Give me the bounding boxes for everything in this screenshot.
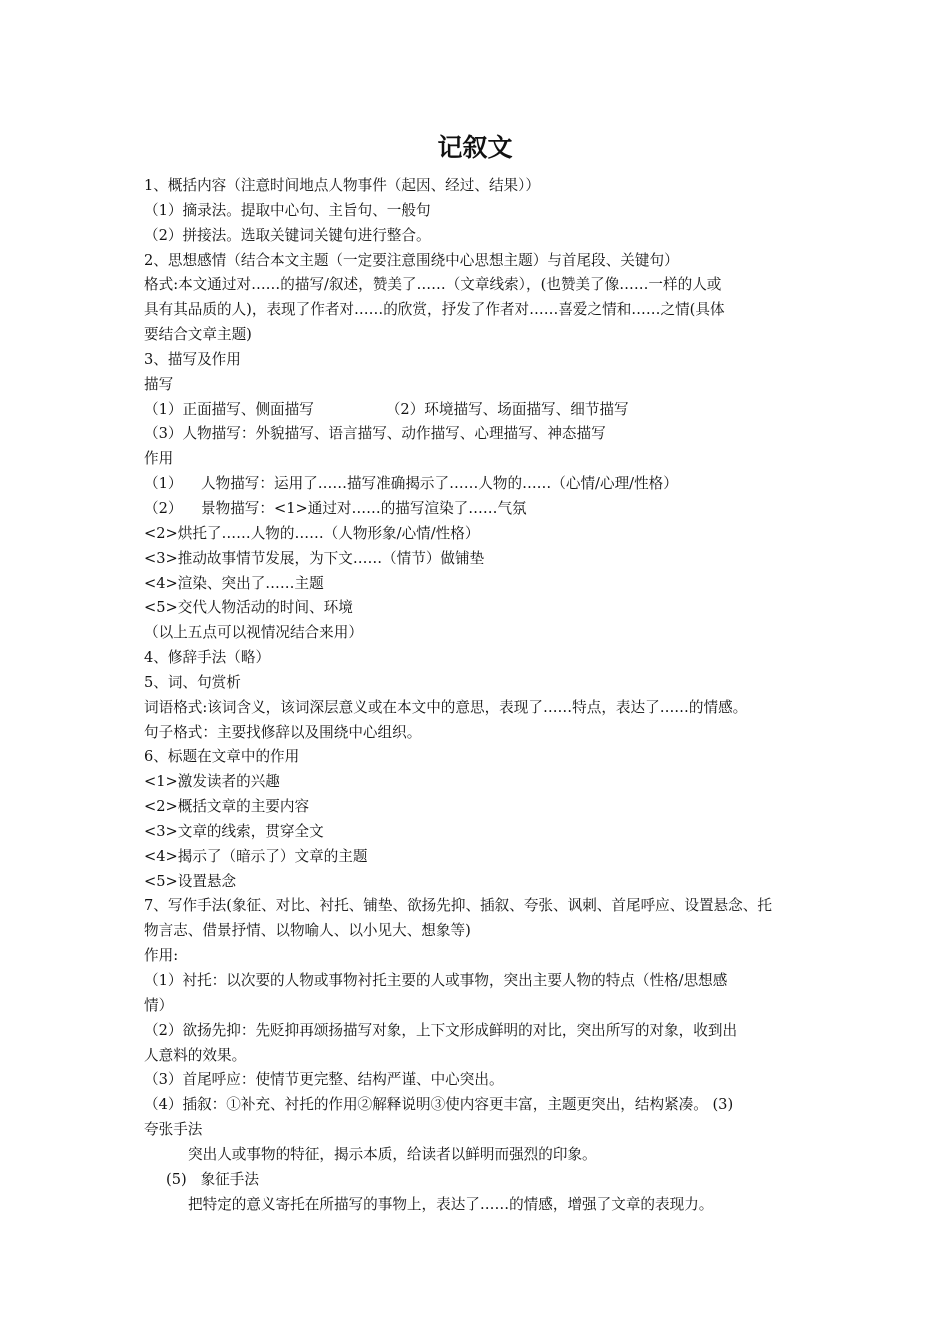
- text-line-indented: 突出人或事物的特征，揭示本质，给读者以鲜明而强烈的印象。: [188, 1145, 597, 1163]
- text-line: <4>渲染、突出了……主题: [144, 574, 324, 592]
- text-line: 3、描写及作用: [144, 350, 241, 368]
- text-line: （4）插叙：①补充、衬托的作用②解释说明③使内容更丰富，主题更突出，结构紧凑。 (3): [144, 1096, 734, 1114]
- text-line: 人意料的效果。: [144, 1046, 247, 1064]
- text-line: 描写: [144, 375, 174, 393]
- text-line: （3）人物描写：外貌描写、语言描写、动作描写、心理描写、神态描写: [144, 425, 606, 443]
- text-line: 4、修辞手法（略）: [144, 649, 271, 667]
- text-line: <1>激发读者的兴趣: [144, 773, 280, 791]
- text-line: <3>文章的线索，贯穿全文: [144, 822, 324, 840]
- text-line-indented: 把特定的意义寄托在所描写的事物上，表达了……的情感，增强了文章的表现力。: [188, 1195, 714, 1213]
- text-line: （1）衬托：以次要的人物或事物衬托主要的人或事物，突出主要人物的特点（性格/思想感: [144, 972, 728, 989]
- text-line: <3>推动故事情节发展，为下文……（情节）做铺垫: [144, 549, 485, 567]
- text-line: 句子格式：主要找修辞以及围绕中心组织。: [144, 723, 422, 741]
- text-line: 物言志、借景抒情、以物喻人、以小见大、想象等): [144, 922, 471, 940]
- text-line: <5>交代人物活动的时间、环境: [144, 599, 353, 617]
- text-line: <2>烘托了……人物的……（人物形象/心情/性格）: [144, 524, 480, 542]
- document-body: [144, 174, 824, 1217]
- text-line: 情）: [144, 996, 174, 1014]
- text-line: （1）摘录法。提取中心句、主旨句、一般句: [144, 201, 431, 219]
- text-segment: （2）环境描写、场面描写、细节描写: [385, 400, 629, 418]
- text-line: <2>概括文章的主要内容: [144, 798, 310, 816]
- text-line-two-column: [144, 398, 824, 423]
- text-line: <4>揭示了（暗示了）文章的主题: [144, 847, 368, 865]
- text-line: 1、概括内容（注意时间地点人物事件（起因、经过、结果））: [144, 177, 541, 194]
- text-line: 词语格式:该词含义，该词深层意义或在本文中的意思，表现了……特点，表达了……的情感。: [144, 698, 748, 716]
- text-line: （1） 人物描写：运用了……描写准确揭示了……人物的……（心情/心理/性格）: [144, 475, 678, 493]
- document-title: 记叙文: [437, 133, 513, 162]
- text-line: （2）拼接法。选取关键词关键句进行整合。: [144, 226, 431, 244]
- text-line: 作用: [144, 450, 174, 468]
- text-line: 5、词、句赏析: [144, 673, 241, 691]
- text-line: （3）首尾呼应：使情节更完整、结构严谨、中心突出。: [144, 1071, 504, 1089]
- text-line: （2） 景物描写：<1>通过对……的描写渲染了……气氛: [144, 499, 527, 517]
- text-line-indented: (5) 象征手法: [166, 1170, 259, 1188]
- text-line: 夸张手法: [144, 1121, 203, 1139]
- text-line: 具有其品质的人)，表现了作者对……的欣赏，抒发了作者对……喜爱之情和……之情(具体: [144, 301, 725, 319]
- text-line: （以上五点可以视情况结合来用）: [144, 624, 363, 642]
- text-line: 格式:本文通过对……的描写/叙述，赞美了……（文章线索），(也赞美了像……一样的人或: [144, 276, 722, 294]
- text-line: 2、思想感情（结合本文主题（一定要注意围绕中心思想主题）与首尾段、关键句）: [144, 251, 679, 269]
- text-line: （2）欲扬先抑：先贬抑再颂扬描写对象，上下文形成鲜明的对比，突出所写的对象，收到出: [144, 1021, 738, 1039]
- text-line: 7、写作手法(象征、对比、衬托、铺垫、欲扬先抑、插叙、夸张、讽刺、首尾呼应、设置悬念、托: [144, 897, 772, 915]
- text-line: 要结合文章主题): [144, 326, 252, 344]
- text-line: 作用:: [144, 947, 179, 965]
- text-line: <5>设置悬念: [144, 872, 237, 890]
- text-line: 6、标题在文章中的作用: [144, 748, 300, 766]
- text-segment: （1）正面描写、侧面描写: [144, 400, 314, 418]
